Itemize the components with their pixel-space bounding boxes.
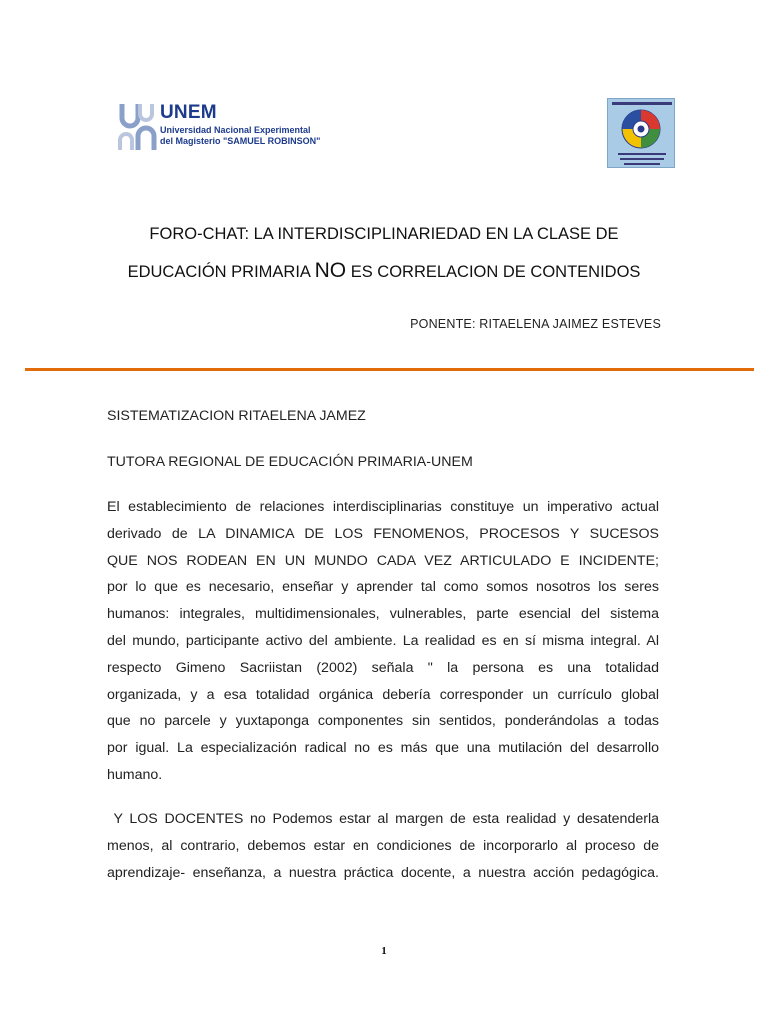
paragraph-line: El establecimiento de relaciones interdisciplinarias constituye un imperativo actual: [107, 499, 659, 515]
paragraph-line: Y LOS DOCENTES no Podemos estar al margen de esta realidad y desatenderla: [107, 811, 659, 827]
page-number: 1: [381, 945, 387, 957]
ponente-line: PONENTE: RITAELENA JAIMEZ ESTEVES: [410, 317, 661, 331]
paragraph-line: respecto Gimeno Sacriistan (2002) señala " la persona es una totalidad: [107, 659, 659, 676]
tutora-line: TUTORA REGIONAL DE EDUCACIÓN PRIMARIA-UNEM: [107, 454, 473, 470]
seal-footer-text-2: [620, 158, 664, 160]
document-title-line-1: FORO-CHAT: LA INTERDISCIPLINARIEDAD EN LA CLASE DE: [149, 225, 619, 243]
paragraph-1: [107, 494, 659, 789]
seal-footer-text-1: [618, 153, 666, 155]
title-emphasis-no: NO: [314, 259, 347, 282]
unem-brand: UNEM: [160, 102, 217, 123]
orange-divider: [25, 368, 754, 371]
document-title-line-2: [0, 259, 768, 283]
seal-footer-text-3: [624, 163, 660, 165]
unem-subtitle-1: Universidad Nacional Experimental: [160, 125, 311, 135]
unem-logo: [118, 100, 321, 154]
research-seal-logo: [607, 98, 675, 168]
paragraph-line: organizada, y a esa totalidad orgánica debería corresponder un currículo global: [107, 686, 659, 703]
paragraph-2: [107, 806, 659, 886]
paragraph-line: humanos: integrales, multidimensionales, vulnerables, parte esencial del sistema: [107, 606, 659, 623]
title-part-b: ES CORRELACION DE CONTENIDOS: [346, 263, 641, 281]
title-part-a: EDUCACIÓN PRIMARIA: [127, 263, 315, 281]
paragraph-line: del mundo, participante activo del ambiente. La realidad es en sí misma integral. Al: [107, 632, 659, 649]
paragraph-line: que no parcele y yuxtaponga componentes sin sentidos, ponderándolas a todas: [107, 713, 659, 730]
unem-emblem-icon: [118, 100, 158, 154]
paragraph-line: QUE NOS RODEAN EN UN MUNDO CADA VEZ ARTICULADO E INCIDENTE;: [107, 552, 659, 569]
unem-subtitle-2: del Magisterio "SAMUEL ROBINSON": [160, 136, 321, 146]
paragraph-line: humano.: [107, 766, 163, 783]
paragraph-line: aprendizaje- enseñanza, a nuestra práctica docente, a nuestra acción pedagógica.: [107, 864, 659, 881]
paragraph-line: por igual. La especialización radical no es más que una mutilación del desarrollo: [107, 740, 659, 757]
paragraph-line: menos, al contrario, debemos estar en condiciones de incorporarlo al proceso de: [107, 837, 659, 854]
paragraph-line: por lo que es necesario, enseñar y aprender tal como somos nosotros los seres: [107, 579, 659, 596]
paragraph-line: derivado de LA DINAMICA DE LOS FENOMENOS, PROCESOS Y SUCESOS: [107, 525, 659, 542]
sistematizacion-line: SISTEMATIZACION RITAELENA JAMEZ: [107, 408, 366, 424]
